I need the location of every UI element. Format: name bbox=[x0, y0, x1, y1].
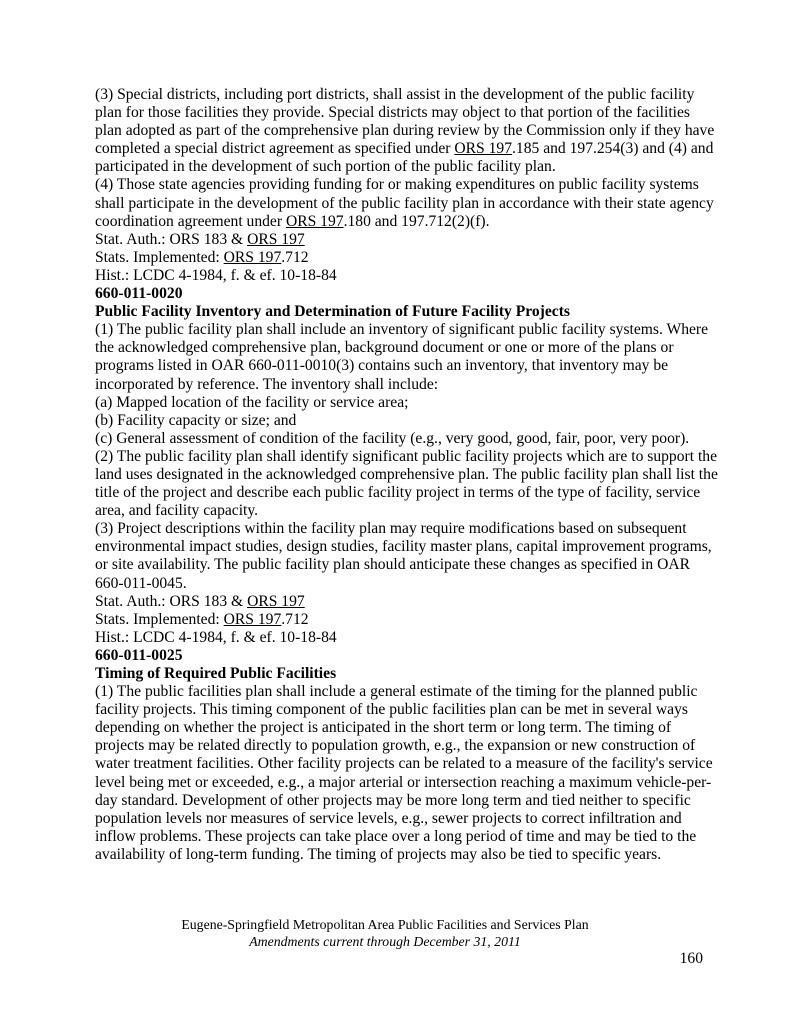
page-number: 160 bbox=[679, 950, 703, 967]
list-item-c bbox=[95, 430, 718, 448]
body-text: Stat. Auth.: ORS 183 & bbox=[95, 592, 248, 610]
ors-197-link[interactable]: ORS 197 bbox=[285, 212, 344, 230]
page-footer bbox=[60, 917, 710, 950]
body-text: .712 bbox=[281, 610, 309, 628]
body-text: (1) The public facilities plan shall include a general estimate of the timing for the planned public facility projects. This timing component of the public facilities plan can be met in several ways depending on whether the project is anticipated in the short term or long term. The timing of projects may be related directly to population growth, e.g., the expansion or new construction of water treatment facilities. Other facility projects can be related to a measure of the facility's service level being met or exceeded, e.g., a major arterial or intersection reaching a maximum vehicle-per-day standard. Development of other projects may be more long term and tied neither to specific population levels nor measures of service levels, e.g., sewer projects to correct infiltration and inflow problems. These projects can take place over a long period of time and may be tied to the availability of long-term funding. The timing of projects may also be tied to specific years. bbox=[95, 683, 713, 863]
ors-197-link[interactable]: ORS 197 bbox=[454, 140, 512, 158]
body-text: Hist.: LCDC 4-1984, f. & ef. 10-18-84 bbox=[95, 266, 337, 284]
hist-line bbox=[95, 629, 718, 647]
footer-plan-title: Eugene-Springfield Metropolitan Area Public Facilities and Services Plan bbox=[181, 917, 589, 932]
list-item-b bbox=[95, 412, 718, 430]
para-project-descriptions bbox=[95, 520, 718, 592]
footer-amendments-note: Amendments current through December 31, 2011 bbox=[249, 933, 521, 949]
body-text: (4) Those state agencies providing funding for or making expenditures on public facility systems shall participate in the development of the public facility plan in accordance with their state agency coordination agreement under bbox=[95, 176, 714, 230]
body-text: Stats. Implemented: bbox=[95, 248, 224, 266]
stat-auth-line bbox=[95, 593, 718, 611]
body-text: Stats. Implemented: bbox=[95, 610, 224, 628]
para-state-agencies bbox=[95, 176, 718, 230]
body-text: (c) General assessment of condition of the facility (e.g., very good, good, fair, poor, very poor). bbox=[95, 429, 690, 447]
para-inventory bbox=[95, 321, 718, 393]
body-text: .185 and 197.254(3) and (4) and participated in the development of such portion of the public facility plan. bbox=[95, 140, 714, 176]
rule-number-heading bbox=[95, 647, 718, 665]
heading-text: Timing of Required Public Facilities bbox=[95, 665, 337, 682]
ors-197-link[interactable]: ORS 197 bbox=[247, 592, 305, 610]
body-text: Stat. Auth.: ORS 183 & bbox=[95, 230, 248, 248]
body-text: .712 bbox=[281, 248, 309, 266]
rule-number-heading bbox=[95, 285, 718, 303]
document-body bbox=[95, 86, 718, 864]
body-text: (3) Special districts, including port districts, shall assist in the development of the public facility plan for those facilities they provide. Special districts may object to that portion of the facilities plan adopted as part of the comprehensive plan during review by the Commission only if they have completed a special district agreement as specified under bbox=[95, 86, 715, 158]
rule-title-heading bbox=[95, 665, 718, 683]
ors-197-link[interactable]: ORS 197 bbox=[247, 230, 305, 248]
body-text: (b) Facility capacity or size; and bbox=[95, 411, 297, 429]
rule-title-heading bbox=[95, 303, 718, 321]
heading-text: 660-011-0020 bbox=[95, 285, 183, 303]
list-item-a bbox=[95, 394, 718, 412]
body-text: (1) The public facility plan shall include an inventory of significant public facility systems. Where the acknowledged comprehensive plan, background document or one or more of the plans or programs listed in OAR 660-011-0010(3) contains such an inventory, that inventory may be incorporated by reference. The inventory shall include: bbox=[95, 321, 709, 393]
ors-197-link[interactable]: ORS 197 bbox=[223, 610, 282, 628]
para-identify-projects bbox=[95, 448, 718, 520]
ors-197-link[interactable]: ORS 197 bbox=[223, 248, 282, 266]
heading-text: 660-011-0025 bbox=[95, 646, 183, 664]
para-timing bbox=[95, 683, 718, 864]
stats-implemented-line bbox=[95, 249, 718, 267]
stat-auth-line bbox=[95, 231, 718, 249]
stats-implemented-line bbox=[95, 611, 718, 629]
hist-line bbox=[95, 267, 718, 285]
body-text: (3) Project descriptions within the facility plan may require modifications based on subsequent environmental impact studies, design studies, facility master plans, capital improvement programs, or site availability. The public facility plan should anticipate these changes as specified in OAR 660-011-0045. bbox=[95, 520, 712, 592]
body-text: .180 and 197.712(2)(f). bbox=[343, 212, 490, 230]
heading-text: Public Facility Inventory and Determination of Future Facility Projects bbox=[95, 303, 570, 321]
body-text: (a) Mapped location of the facility or service area; bbox=[95, 393, 409, 411]
body-text: (2) The public facility plan shall identify significant public facility projects which are to support the land uses designated in the acknowledged comprehensive plan. The public facility plan shall list the title of the project and describe each public facility project in terms of the type of facility, service area, and facility capacity. bbox=[95, 447, 718, 520]
body-text: Hist.: LCDC 4-1984, f. & ef. 10-18-84 bbox=[95, 628, 337, 646]
para-special-districts bbox=[95, 86, 718, 176]
